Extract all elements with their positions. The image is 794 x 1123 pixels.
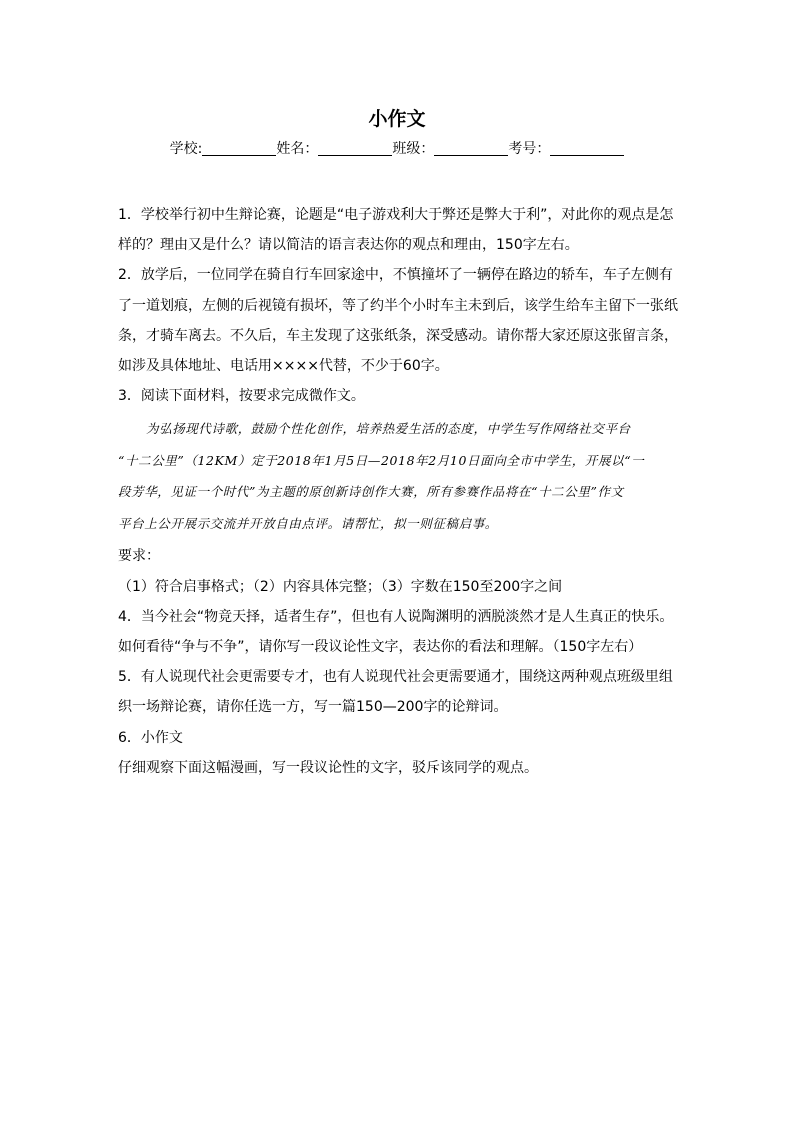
question-2-line: 条，才骑车离去。不久后，车主发现了这张纸条，深受感动。请你帮大家还原这张留言条，: [118, 327, 678, 344]
question-2-line: 2．放学后，一位同学在骑自行车回家途中，不慎撞坏了一辆停在路边的轿车，车子左侧有: [118, 267, 673, 284]
question-1-line: 1．学校举行初中生辩论赛，论题是“电子游戏利大于弊还是弊大于利”，对此你的观点是怎: [118, 207, 674, 223]
question-2-line: 了一道划痕，左侧的后视镜有损坏，等了约半个小时车主未到后，该学生给车主留下一张纸: [118, 297, 678, 314]
question-3-requirements-label: 要求：: [118, 548, 160, 565]
question-6-title: 6．小作文: [118, 729, 183, 746]
exam-no-label: 考号：: [508, 141, 551, 157]
material-line: 段芳华，见证一个时代”为主题的原创新诗创作大赛，所有参赛作品将在“十二公里”作文: [118, 484, 624, 500]
question-3-material: [118, 411, 684, 541]
question-4-line: 如何看待“争与不争”，请你写一段议论性文字，表达你的看法和理解。（150字左右）: [118, 639, 643, 656]
school-blank: [202, 140, 276, 156]
question-2-line: 如涉及具体地址、电话用××××代替，不少于60字。: [118, 358, 449, 375]
page-title: 小作文: [368, 108, 426, 130]
student-info-line: [0, 138, 794, 158]
name-blank: [318, 140, 392, 156]
material-line: “十二公里”（12KM）定于2018年1月5日—2018年2月10日面向全市中学生，开展以“一: [118, 452, 645, 468]
question-1-line: 样的？理由又是什么？请以简洁的语言表达你的观点和理由，150字左右。: [118, 237, 579, 254]
question-3-requirements: （1）符合启事格式；（2）内容具体完整；（3）字数在150至200字之间: [118, 578, 563, 595]
name-label: 姓名：: [276, 141, 319, 157]
exam-no-blank: [550, 140, 624, 156]
material-line: 平台上公开展示交流并开放自由点评。请帮忙，拟一则征稿启事。: [118, 515, 498, 531]
material-line: 为弘扬现代诗歌，鼓励个性化创作，培养热爱生活的态度，中学生写作网络社交平台: [146, 421, 631, 437]
question-3-title: 3．阅读下面材料，按要求完成微作文。: [118, 388, 365, 405]
question-5-line: 5．有人说现代社会更需要专才，也有人说现代社会更需要通才，围绕这两种观点班级里组: [118, 669, 673, 686]
class-blank: [434, 140, 508, 156]
questions-body: [118, 200, 684, 783]
school-label: 学校:: [169, 141, 203, 157]
question-5-line: 织一场辩论赛，请你任选一方，写一篇150—200字的论辩词。: [118, 699, 508, 716]
question-4-line: 4．当今社会“物竞天择，适者生存”，但也有人说陶渊明的洒脱淡然才是人生真正的快乐。: [118, 608, 674, 625]
class-label: 班级：: [392, 141, 435, 157]
question-6-line: 仔细观察下面这幅漫画，写一段议论性的文字，驳斥该同学的观点。: [118, 759, 538, 776]
